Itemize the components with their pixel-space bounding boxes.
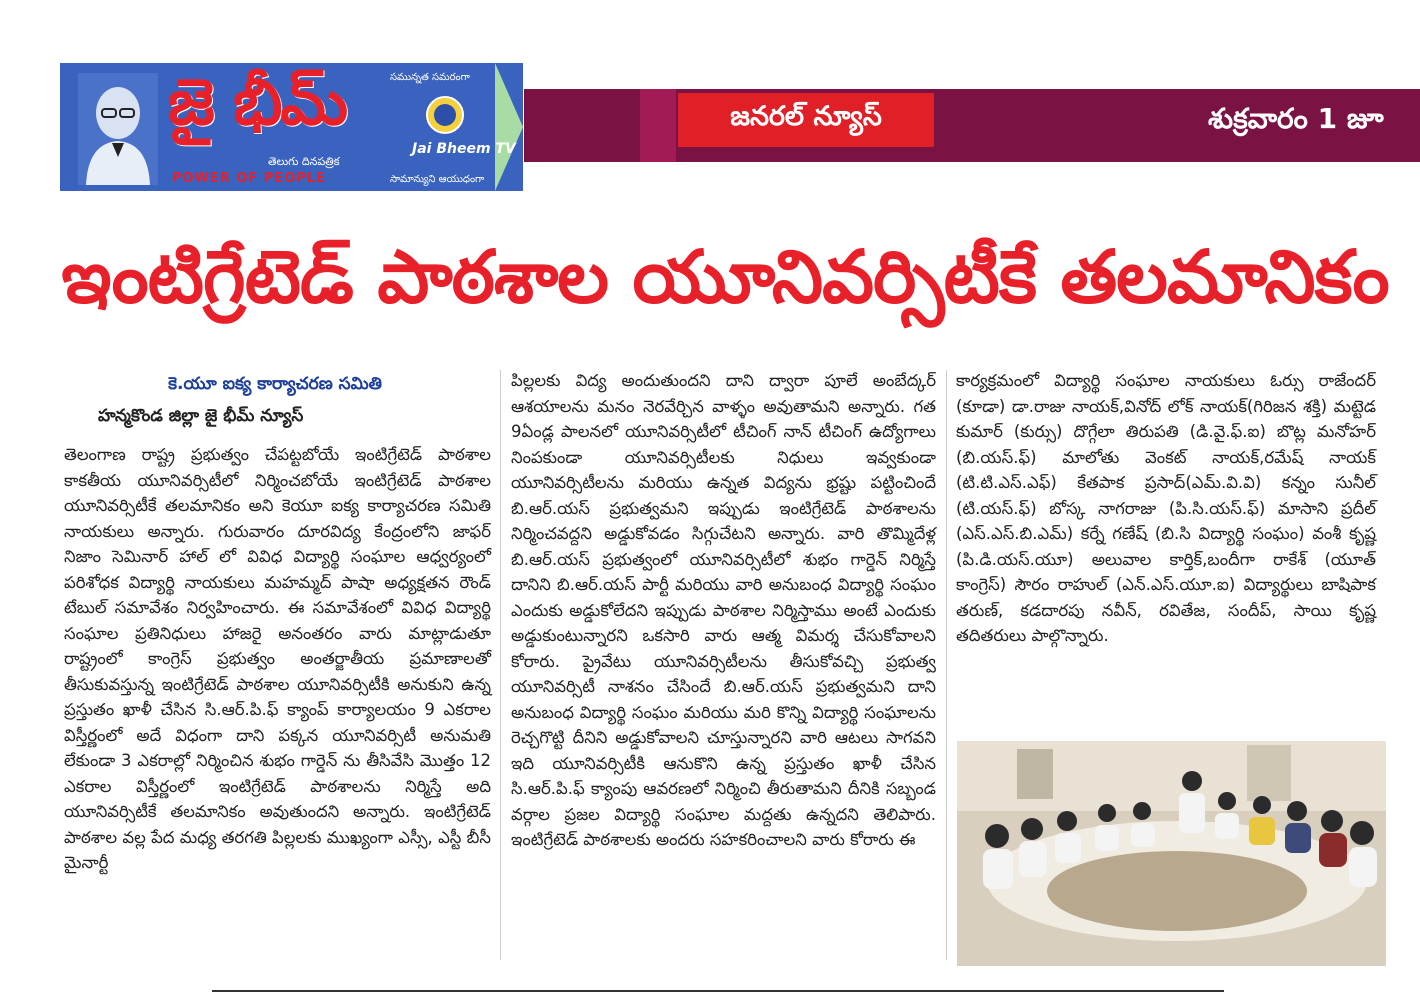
article-column-2: పిల్లలకు విద్య అందుతుందని దాని ద్వారా పూలే అంబేద్కర్ ఆశయాలను మనం నెరవేర్చిన వాళ్ళం అవుతామని అన్నారు. గత 9ఏండ్ల పాలనలో యూనివర్సిటీలో టీచింగ్ నాన్ టీచింగ్ ఉద్యోగాలు నింపకుండా యూనివర్సిటీలకు నిధులు ఇవ్వకుండా యూనివర్సిటీలను మరియు ఉన్నత విద్యను భ్రష్టు పట్టించిందే బి.ఆర్.యస్ ప్రభుత్వమని ఇప్పుడు ఇంటిగ్రేటెడ్ పాఠశాలను నిర్మించవద్దని అడ్డుకోవడం సిగ్గుచేటని అన్నారు. వారి తొమ్మిదేళ్ల బి.ఆర్.యస్ ప్రభుత్వంలో యూనివర్సిటీలో శుభం గార్డెన్ నిర్మిస్తే దానిని బి.ఆర్.యస్ పార్టీ మరియు వారి అనుబంధ విద్యార్థి సంఘం ఎందుకు అడ్డుకోలేదని ఇప్పుడు పాఠశాల నిర్మిస్తాము అంటే ఎందుకు అడ్డుకుంటున్నారని ఒకసారి వారు ఆత్మ విమర్శ చేసుకోవాలని కోరారు. ప్రైవేటు యూనివర్సిటీలను తీసుకోవచ్చి ప్రభుత్వ యూనివర్సిటీ నాశనం చేసిందే బి.ఆర్.యస్ ప్రభుత్వమని దాని అనుబంధ విద్యార్థి సంఘం మరియు మరి కొన్ని విద్యార్థి సంఘాలను రెచ్చగొట్టి దీనిని అడ్డుకోవాలని చూస్తున్నారని వారి ఆటలు సాగవని ఇది యూనివర్సిటీకి ఆనుకొని ఉన్న ప్రస్తుతం ఖాళీ చేసిన సి.ఆర్.పి.ఫ్ క్యాంపు ఆవరణలో నిర్మించి తీరుతామని దీనికి సబ్బండ వర్గాల ప్రజల విద్యార్థి సంఘాల మద్దతు ఉన్నదని తెలిపారు. ఇంటిగ్రేటెడ్ పాఠశాలకు అందరు సహకరించాలని వారు కోరారు ఈ <box>511 371 936 849</box>
column-divider <box>500 370 501 960</box>
header-band-accent <box>640 89 676 162</box>
article-dateline: హన్మకొండ జిల్లా జై భీమ్ న్యూస్ <box>98 406 304 426</box>
tv-name: Jai Bheem TV <box>412 141 516 157</box>
logo-subtitle: తెలుగు దినపత్రిక <box>268 155 340 168</box>
page-bottom-rule <box>212 990 1224 992</box>
logo-title: జై భీమ్ <box>168 66 347 140</box>
article-headline: ఇంటిగ్రేటెడ్ పాఠశాల యూనివర్సిటీకే తలమానికం <box>61 235 1389 320</box>
column-divider <box>946 370 947 960</box>
article-byline: కె.యూ ఐక్య కార్యాచరణ సమితి <box>168 374 382 394</box>
masthead-edge <box>495 63 523 191</box>
issue-date: శుక్రవారం 1 జూ <box>1208 102 1384 135</box>
logo-slogan: POWER OF PEOPLE <box>172 171 326 186</box>
article-column-1: తెలంగాణ రాష్ట్ర ప్రభుత్వం చేపట్టబోయే ఇంటిగ్రేటెడ్ పాఠశాల కాకతీయ యూనివర్సిటీలో నిర్మించబోయే ఇంటిగ్రేటెడ్ పాఠశాల యూనివర్సిటీకే తలమానికం అని కెయూ ఐక్య కార్యాచరణ సమితి నాయకులు అన్నారు. గురువారం దూరవిద్య కేంద్రంలోని జాఫర్ నిజాం సెమినార్ హాల్ లో వివిధ విద్యార్థి సంఘాల ఆధ్వర్యంలో పరిశోధక విద్యార్థి నాయకులు మహమ్మద్ పాషా అధ్యక్షతన రౌండ్ టేబుల్ సమావేశం నిర్వహించారు. ఈ సమావేశంలో వివిధ విద్యార్థి సంఘాల ప్రతినిధులు హాజరై అనంతరం వారు మాట్లాడుతూ రాష్ట్రంలో కాంగ్రెస్ ప్రభుత్వం అంతర్జాతీయ ప్రమాణాలతో తీసుకువస్తున్న ఇంటిగ్రేటెడ్ పాఠశాల యూనివర్సిటీకి అనుకుని ఉన్న ప్రస్తుతం ఖాళీ చేసిన సి.ఆర్.పి.ఫ్ క్యాంప్ కార్యాలయం 9 ఎకరాల విస్తీర్ణంలో అదే విధంగా దాని పక్కన యూనివర్సిటీ అనుమతి లేకుండా 3 ఎకరాల్లో నిర్మించిన శుభం గార్డెన్ ను తీసివేసి మొత్తం 12 ఎకరాల విస్తీర్ణంలో ఇంటిగ్రేటెడ్ పాఠశాలను నిర్మిస్తే అది యూనివర్సిటీకే తలమానికం అవుతుందని అన్నారు. ఇంటిగ్రేటెడ్ పాఠశాల వల్ల పేద మధ్య తరగతి పిల్లలకు ముఖ్యంగా ఎస్సీ, ఎస్టీ బీసీ మైనార్టీ <box>64 445 491 872</box>
section-label: జనరల్ న్యూస్ <box>678 93 934 147</box>
meeting-photo <box>957 741 1386 966</box>
logo-tagline-top: సమున్నత సమరంగా <box>390 72 470 83</box>
masthead-logo <box>60 63 523 191</box>
logo-tagline-bottom: సామాన్యుని ఆయుధంగా <box>390 174 485 185</box>
ambedkar-portrait-icon <box>78 73 158 185</box>
article-column-3: కార్యక్రమంలో విద్యార్థి సంఘాల నాయకులు ఓర్సు రాజేందర్ (కూడా) డా.రాజు నాయక్,వినోద్ లోక్ నాయక్(గిరిజన శక్తి) మట్టెడ కుమార్ (కుర్సు) దొగ్గేలా తిరుపతి (డి.వై.ఫ్.ఐ) బొట్ల మనోహర్ (బి.యస్.ఫ్) మాలోతు వెంకట్ నాయక్,రమేష్ నాయక్ (టి.టి.ఎస్.ఎఫ్) కేతపాక ప్రసాద్(ఎమ్.వి.వి) కన్నం సునీల్ (టి.యస్.ఫ్) బోస్క నాగరాజు (పి.సి.యస్.ఫ్) మాసాని ప్రదీల్ (ఎస్.ఎస్.బి.ఎమ్) కర్నే గణేష్ (బి.సి విద్యార్థి సంఘం) వంశీ కృష్ణ (పి.డి.యస్.యూ) అలువాల కార్తిక్,బందీగా రాకేశ్ (యూత్ కాంగ్రెస్) సౌరం రాహుల్ (ఎన్.ఎస్.యూ.ఐ) విద్యార్థులు బాషిపాక తరుణ్, కడదారపు నవీన్, రవితేజ, సందీప్, సాయి కృష్ణ తదితరులు పాల్గొన్నారు. <box>956 371 1376 645</box>
